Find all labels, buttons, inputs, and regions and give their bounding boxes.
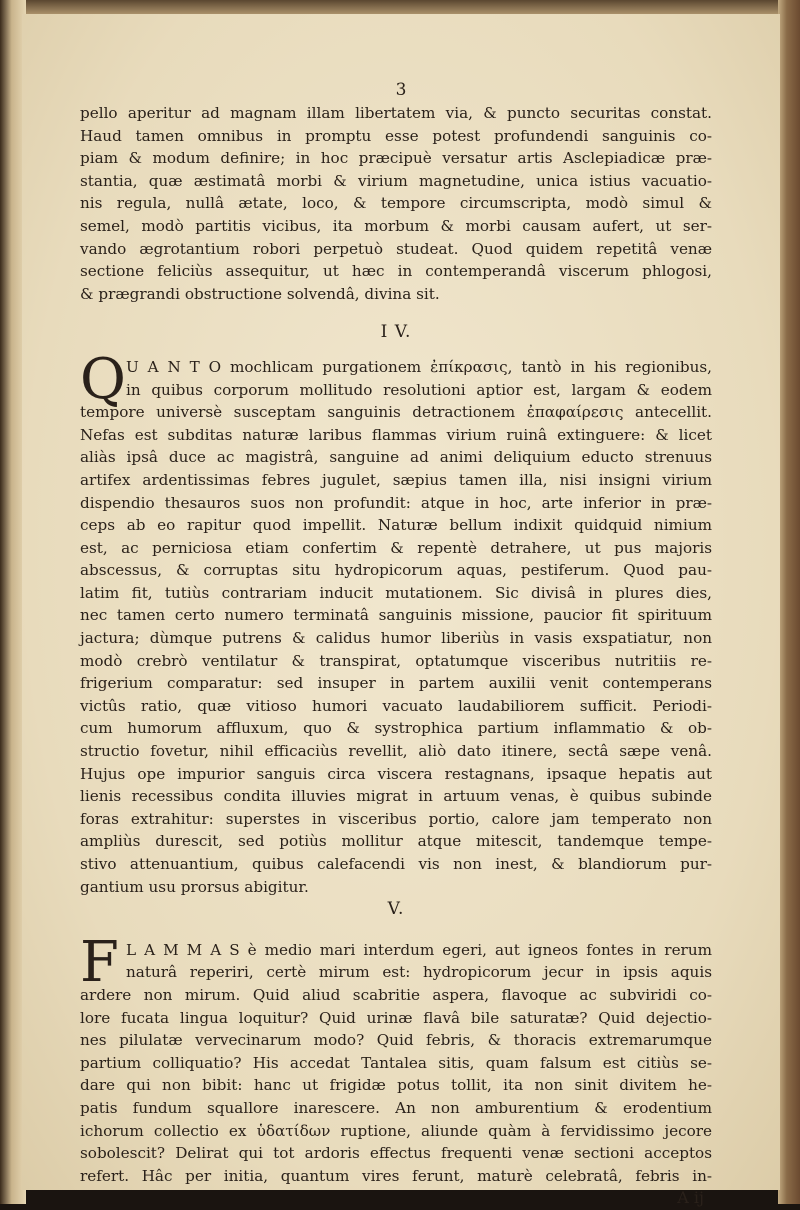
signature-mark: A ij	[677, 1188, 704, 1208]
text-line: Nefas est subditas naturæ laribus flammas virium ruinâ extinguere: & licet	[80, 425, 712, 444]
text-line: nis regula, nullâ ætate, loco, & tempore circumscripta, modò simul &	[80, 194, 712, 213]
text-line: jactura; dùmque putrens & calidus humor liberiùs in vasis exspatiatur, non	[80, 629, 712, 648]
text-line: patis fundum squallore inarescere. An non amburentium & erodentium	[80, 1098, 712, 1117]
book-fore-edge	[778, 0, 800, 1204]
section-heading-v: V.	[387, 899, 405, 920]
section-v-paragraph	[80, 929, 712, 1188]
text-line: U A N T O mochlicam purgationem ἐπίκρασις, tantò in his regionibus,	[126, 357, 712, 376]
text-line: & prægrandi obstructione solvendâ, divina sit.	[80, 284, 440, 303]
text-line: in quibus corporum mollitudo resolutioni aptior est, largam & eodem	[126, 380, 712, 399]
text-line: frigerium comparatur: sed insuper in partem auxilii venit contemperans	[80, 674, 712, 693]
text-line: ampliùs durescit, sed potiùs mollitur atque mitescit, tandemque tempe-	[80, 832, 712, 851]
text-line: aliàs ipsâ duce ac magistrâ, sanguine ad animi deliquium educto strenuus	[80, 448, 712, 467]
text-line: piam & modum definire; in hoc præcipuè versatur artis Asclepiadicæ præ-	[80, 149, 712, 168]
drop-cap-f: F	[80, 929, 119, 995]
text-line: stivo attenuantium, quibus calefacendi vis non inest, & blandiorum pur-	[80, 855, 712, 873]
section-heading-iv: I V.	[380, 322, 412, 343]
text-line: tempore universè susceptam sanguinis detractionem ἐπαφαίρεσις antecellit.	[80, 403, 712, 422]
text-line: vando ægrotantium robori perpetuò studeat. Quod quidem repetitâ venæ	[80, 239, 712, 258]
text-line: partium colliquatio? His accedat Tantalea sitis, quam falsum est citiùs se-	[80, 1053, 712, 1072]
text-line: victûs ratio, quæ vitioso humori vacuato laudabiliorem sufficit. Periodi-	[80, 696, 712, 715]
text-line: naturâ reperiri, certè mirum est: hydropicorum jecur in ipsis aquis	[126, 963, 712, 982]
text-line: lore fucata lingua loquitur? Quid urinæ flavâ bile saturatæ? Quid dejectio-	[80, 1008, 712, 1027]
page-text	[80, 82, 712, 1210]
text-line: est, ac perniciosa etiam confertim & repentè detrahere, ut pus majoris	[80, 538, 712, 557]
text-line: structio fovetur, nihil efficaciùs revellit, aliò dato itinere, sectâ sæpe venâ.	[80, 742, 712, 761]
text-line: refert. Hâc per initia, quantum vires ferunt, maturè celebratâ, febris in-	[80, 1166, 712, 1185]
text-line: Haud tamen omnibus in promptu esse potest profundendi sanguinis co-	[80, 126, 712, 145]
text-line: artifex ardentissimas febres jugulet, sæpius tamen illa, nisi insigni virium	[80, 470, 712, 489]
text-line: abscessus, & corruptas situ hydropicorum aquas, pestiferum. Quod pau-	[80, 561, 712, 580]
text-line: semel, modò partitis vicibus, ita morbum & morbi causam aufert, ut ser-	[80, 216, 712, 235]
text-line: lienis recessibus condita illuvies migrat in artuum venas, è quibus subinde	[80, 787, 712, 806]
text-line: sectione feliciùs assequitur, ut hæc in contemperandâ viscerum phlogosi,	[80, 262, 712, 281]
text-line: pello aperitur ad magnam illam libertatem via, & puncto securitas constat.	[80, 104, 712, 122]
text-line: Hujus ope impurior sanguis circa viscera restagnans, ipsaque hepatis aut	[80, 764, 712, 783]
text-line: stantia, quæ æstimatâ morbi & virium magnetudine, unica istius vacuatio-	[80, 171, 712, 190]
text-line: dispendio thesauros suos non profundit: atque in hoc, arte inferior in præ-	[80, 493, 712, 512]
text-line: cum humorum affluxum, quo & systrophica partium inflammatio & ob-	[80, 719, 712, 738]
text-line: sobolescit? Delirat qui tot ardoris effectus frequenti venæ sectioni acceptos	[80, 1144, 712, 1163]
section-iv-paragraph	[80, 346, 712, 898]
text-line: modò crebrò ventilatur & transpirat, optatumque visceribus nutritiis re-	[80, 651, 712, 670]
text-line: dare qui non bibit: hanc ut frigidæ potus tollit, ita non sinit divitem he-	[80, 1076, 712, 1095]
text-line: L A M M A S è medio mari interdum egeri, aut igneos fontes in rerum	[126, 940, 712, 959]
book-page	[22, 14, 780, 1208]
text-line: foras extrahitur: superstes in visceribus portio, calore jam temperato non	[80, 809, 712, 828]
text-line: ardere non mirum. Quid aliud scabritie aspera, flavoque ac subviridi co-	[80, 985, 712, 1004]
page-number: 3	[395, 80, 407, 100]
text-line: nes pilulatæ vervecinarum modo? Quid febris, & thoracis extremarumque	[80, 1031, 712, 1050]
text-line: latim fit, tutiùs contrariam inducit mutationem. Sic divisâ in plures dies,	[80, 583, 712, 602]
text-line: ichorum collectio ex ὑδατίδων ruptione, aliunde quàm à fervidissimo jecore	[80, 1121, 712, 1140]
text-line: gantium usu prorsus abigitur.	[80, 877, 309, 896]
paragraph-continuation	[80, 102, 712, 305]
text-line: nec tamen certo numero terminatâ sanguinis missione, paucior fit spirituum	[80, 606, 712, 625]
drop-cap-q: Q	[80, 346, 126, 412]
text-line: ceps ab eo rapitur quod impellit. Naturæ bellum indixit quidquid nimium	[80, 516, 712, 535]
